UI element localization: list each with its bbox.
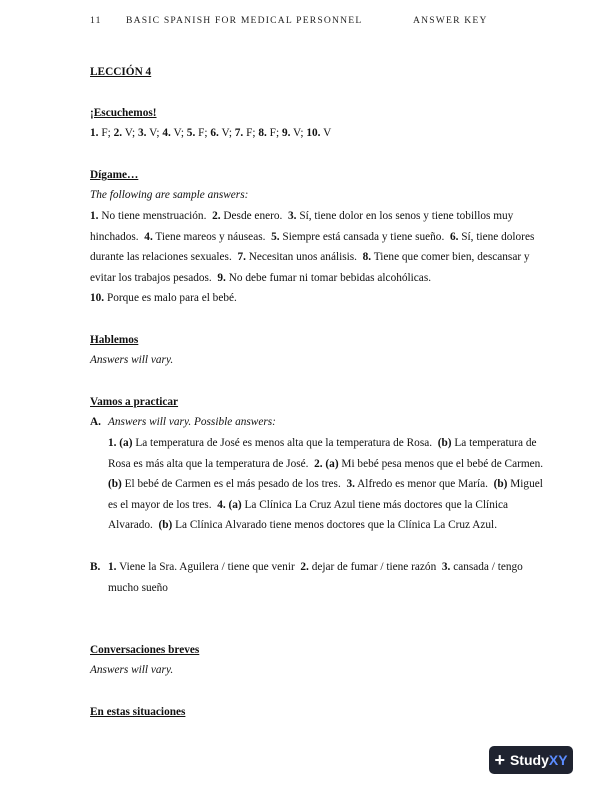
digame-note: The following are sample answers:	[90, 189, 249, 201]
answer-item: 6. V;	[210, 127, 232, 139]
lesson-title: LECCIÓN 4	[90, 66, 152, 78]
plus-icon: +	[494, 750, 505, 770]
hablemos-heading: Hablemos	[90, 334, 139, 346]
vamos-a-answers: 1. (a) La temperatura de José es menos alta que la temperatura de Rosa. (b) La temperatura de Rosa es más alta que la temperatura de José. 2. (a) Mi bebé pesa menos que el bebé de Carmen. (b) El bebé de Carmen es el más pesado de los tres. 3. Alfredo es menor que María. (b) Miguel es el mayor de los tres. 4. (a) La Clínica La Cruz Azul tiene más doctores que la Clínica Alvarado. (b) La Clínica Alvarado tiene menos doctores que la Clínica La Cruz Azul.	[108, 437, 544, 532]
situaciones-heading: En estas situaciones	[90, 706, 186, 718]
answer-item: 1. F;	[90, 127, 111, 139]
vamos-heading: Vamos a practicar	[90, 396, 179, 408]
brand-name: Study	[509, 752, 549, 768]
answer-item: 7. F;	[234, 127, 256, 139]
brand-accent: XY	[548, 752, 568, 768]
answer-item: 8. F;	[258, 127, 280, 139]
escuchemos-heading: ¡Escuchemos!	[90, 107, 157, 119]
answer-item: 3. V;	[137, 127, 160, 139]
answer-item: 9. V;	[281, 127, 304, 139]
vamos-part-b: B. 1. Viene la Sra. Aguilera / tiene que venir 2. dejar de fumar / tiene razón 3. cansada / tengo mucho sueño	[90, 561, 523, 594]
answer-item: 4. V;	[162, 127, 184, 139]
conversaciones-heading: Conversaciones breves	[90, 644, 200, 656]
digame-heading: Dígame…	[90, 169, 139, 181]
vamos-part-a: A. Answers will vary. Possible answers:	[90, 416, 276, 428]
book-title: BASIC SPANISH FOR MEDICAL PERSONNEL	[126, 15, 363, 26]
header-right: ANSWER KEY	[413, 15, 488, 26]
digame-answers: 1. No tiene menstruación. 2. Desde enero. 3. Sí, tiene dolor en los senos y tiene tobillos muy hinchados. 4. Tiene mareos y náuseas. 5. Siempre está cansada y tiene sueño. 6. Sí, tiene dolores durante las relaciones sexuales. 7. Necesitan unos análisis. 8. Tiene que comer bien, descansar y evitar los trabajos pesados. 9. No debe fumar ni tomar bebidas alcohólicas. 10. Porque es malo para el bebé.	[90, 210, 535, 305]
answer-item: 5. F;	[186, 127, 208, 139]
page-number: 11	[90, 15, 102, 26]
studyxy-badge[interactable]	[489, 746, 573, 774]
escuchemos-answers	[90, 123, 546, 144]
hablemos-note: Answers will vary.	[90, 354, 174, 366]
conversaciones-note: Answers will vary.	[90, 664, 174, 676]
answer-item: 10. V	[306, 127, 332, 139]
answer-item: 2. V;	[113, 127, 136, 139]
